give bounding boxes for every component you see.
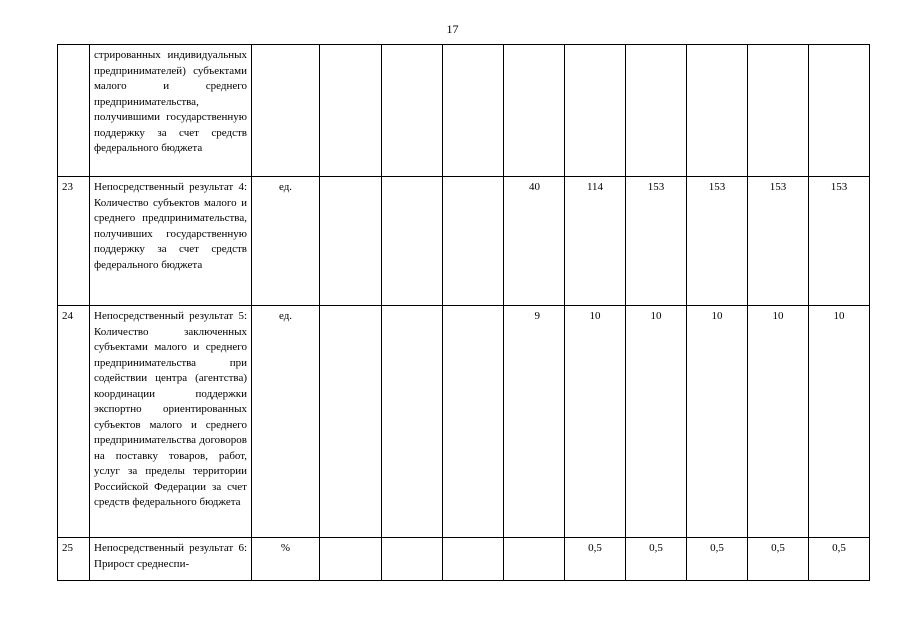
indicators-table xyxy=(57,44,870,581)
value-cell xyxy=(443,306,504,538)
value-cell: 10 xyxy=(748,306,809,538)
value-cell xyxy=(809,45,870,177)
value-cell: 10 xyxy=(626,306,687,538)
value-cell xyxy=(320,306,382,538)
value-cell: 153 xyxy=(809,177,870,306)
table-row xyxy=(58,177,870,306)
value-cell xyxy=(382,306,443,538)
value-cell xyxy=(382,177,443,306)
value-cell: 0,5 xyxy=(565,538,626,581)
indicator-name: стрированных индивидуальных предпринимателей) субъектами малого и среднего предпринимательства, получившими государственную поддержку за счет средств федерального бюджета xyxy=(90,45,252,177)
value-cell xyxy=(687,45,748,177)
value-cell: 0,5 xyxy=(626,538,687,581)
value-cell xyxy=(320,538,382,581)
value-cell: 10 xyxy=(687,306,748,538)
table-row xyxy=(58,306,870,538)
value-cell xyxy=(382,538,443,581)
value-cell: 0,5 xyxy=(687,538,748,581)
value-cell: 0,5 xyxy=(809,538,870,581)
value-cell: 114 xyxy=(565,177,626,306)
table-row xyxy=(58,45,870,177)
unit-cell: ед. xyxy=(252,177,320,306)
unit-cell: % xyxy=(252,538,320,581)
value-cell: 9 xyxy=(504,306,565,538)
page-number: 17 xyxy=(446,22,459,36)
value-cell xyxy=(504,538,565,581)
row-number: 23 xyxy=(58,177,90,306)
indicator-name: Непосредственный результат 4: Количество субъектов малого и среднего предпринимательства, получивших государственную поддержку за счет средств федерального бюджета xyxy=(90,177,252,306)
value-cell xyxy=(443,538,504,581)
indicator-name: Непосредственный результат 5: Количество заключенных субъектами малого и среднего предпринимательства при содействии центра (агентства) координации поддержки экспортно ориентированных субъектов малого и среднего предпринимательства договоров на поставку товаров, работ, услуг за пределы территории Российской Федерации за счет средств федерального бюджета xyxy=(90,306,252,538)
value-cell: 10 xyxy=(565,306,626,538)
value-cell: 153 xyxy=(748,177,809,306)
value-cell xyxy=(443,45,504,177)
value-cell xyxy=(565,45,626,177)
row-number: 24 xyxy=(58,306,90,538)
unit-cell: ед. xyxy=(252,306,320,538)
value-cell: 153 xyxy=(687,177,748,306)
value-cell xyxy=(443,177,504,306)
value-cell xyxy=(626,45,687,177)
value-cell: 0,5 xyxy=(748,538,809,581)
value-cell xyxy=(504,45,565,177)
value-cell xyxy=(748,45,809,177)
value-cell: 10 xyxy=(809,306,870,538)
value-cell: 40 xyxy=(504,177,565,306)
row-number xyxy=(58,45,90,177)
value-cell: 153 xyxy=(626,177,687,306)
table-row xyxy=(58,538,870,581)
unit-cell xyxy=(252,45,320,177)
value-cell xyxy=(382,45,443,177)
value-cell xyxy=(320,45,382,177)
value-cell xyxy=(320,177,382,306)
indicator-name: Непосредственный результат 6: Прирост среднеспи- xyxy=(90,538,252,581)
row-number: 25 xyxy=(58,538,90,581)
